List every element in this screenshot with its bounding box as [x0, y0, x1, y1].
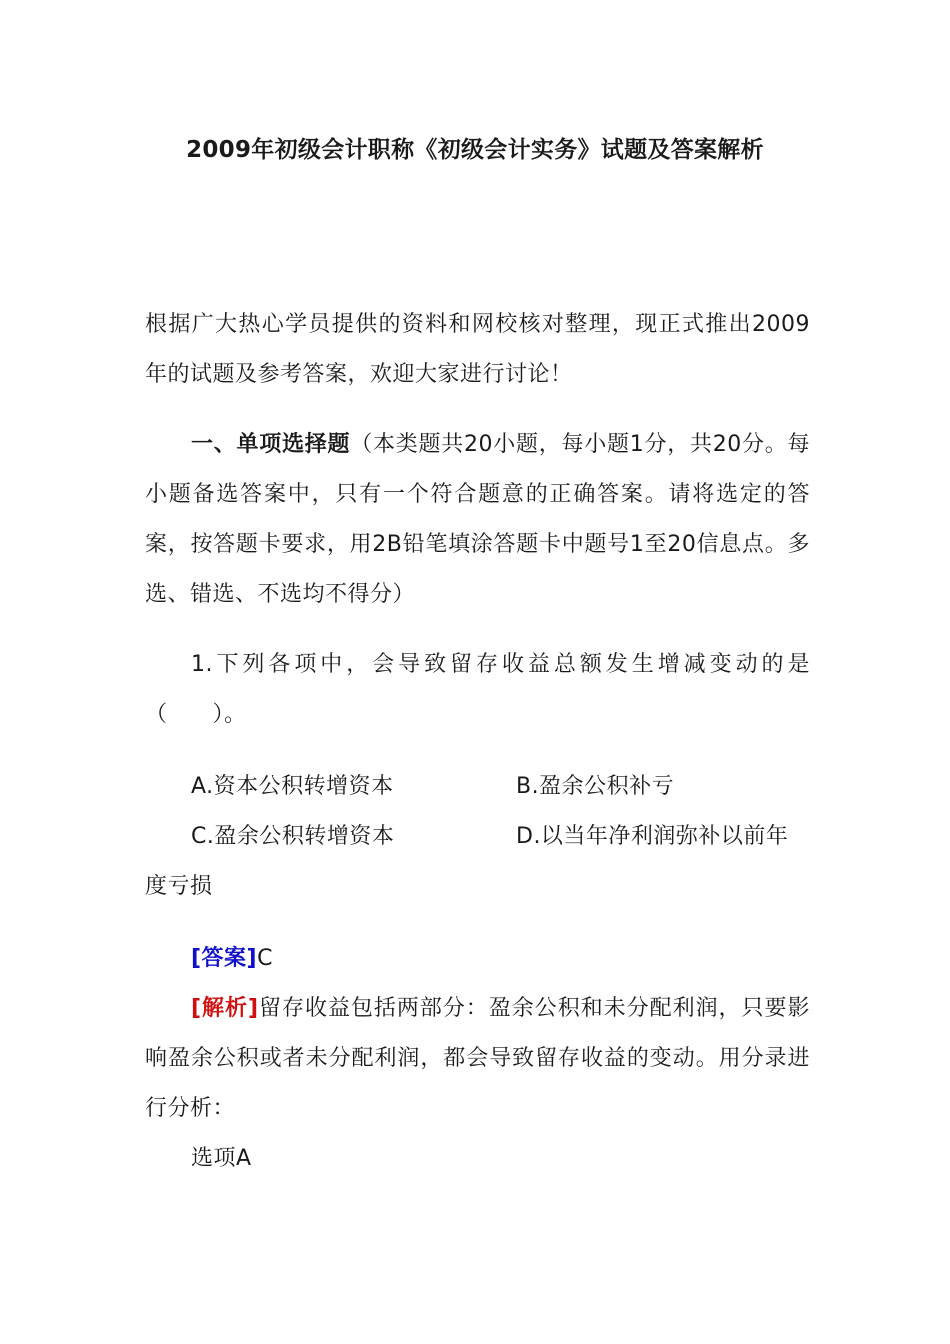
option-c: C.盈余公积转增资本 — [191, 824, 395, 849]
intro-paragraph: 根据广大热心学员提供的资料和网校核对整理，现正式推出2009年的试题及参考答案，欢迎大家进行讨论！ — [145, 312, 810, 387]
option-b: B.盈余公积补亏 — [516, 774, 675, 799]
option-d-continued: 度亏损 — [145, 874, 213, 899]
explanation-label: [解析] — [191, 996, 259, 1021]
answer-label: [答案] — [191, 946, 258, 971]
option-analysis-line: 选项A — [191, 1146, 252, 1171]
document-title: 2009年初级会计职称《初级会计实务》试题及答案解析 — [186, 137, 764, 163]
section-heading: 一、单项选择题 — [191, 432, 351, 457]
section-instructions: （本类题共20小题，每小题1分，共20分。每小题备选答案中，只有一个符合题意的正确答案。请将选定的答案，按答题卡要求，用2B铅笔填涂答题卡中题号1至20信息点。多选、错选、不选均不得分） — [145, 432, 810, 607]
answer-line — [191, 934, 856, 984]
section-paragraph — [145, 420, 810, 620]
option-a: A.资本公积转增资本 — [191, 774, 394, 799]
question-stem: 1.下列各项中，会导致留存收益总额发生增减变动的是（ ）。 — [145, 652, 810, 727]
explanation-text: 留存收益包括两部分：盈余公积和未分配利润，只要影响盈余公积或者未分配利润，都会导致留存收益的变动。用分录进行分析： — [145, 996, 810, 1121]
answer-value: C — [257, 946, 273, 971]
explanation-paragraph — [145, 984, 810, 1134]
option-d: D.以当年净利润弥补以前年 — [516, 824, 789, 849]
